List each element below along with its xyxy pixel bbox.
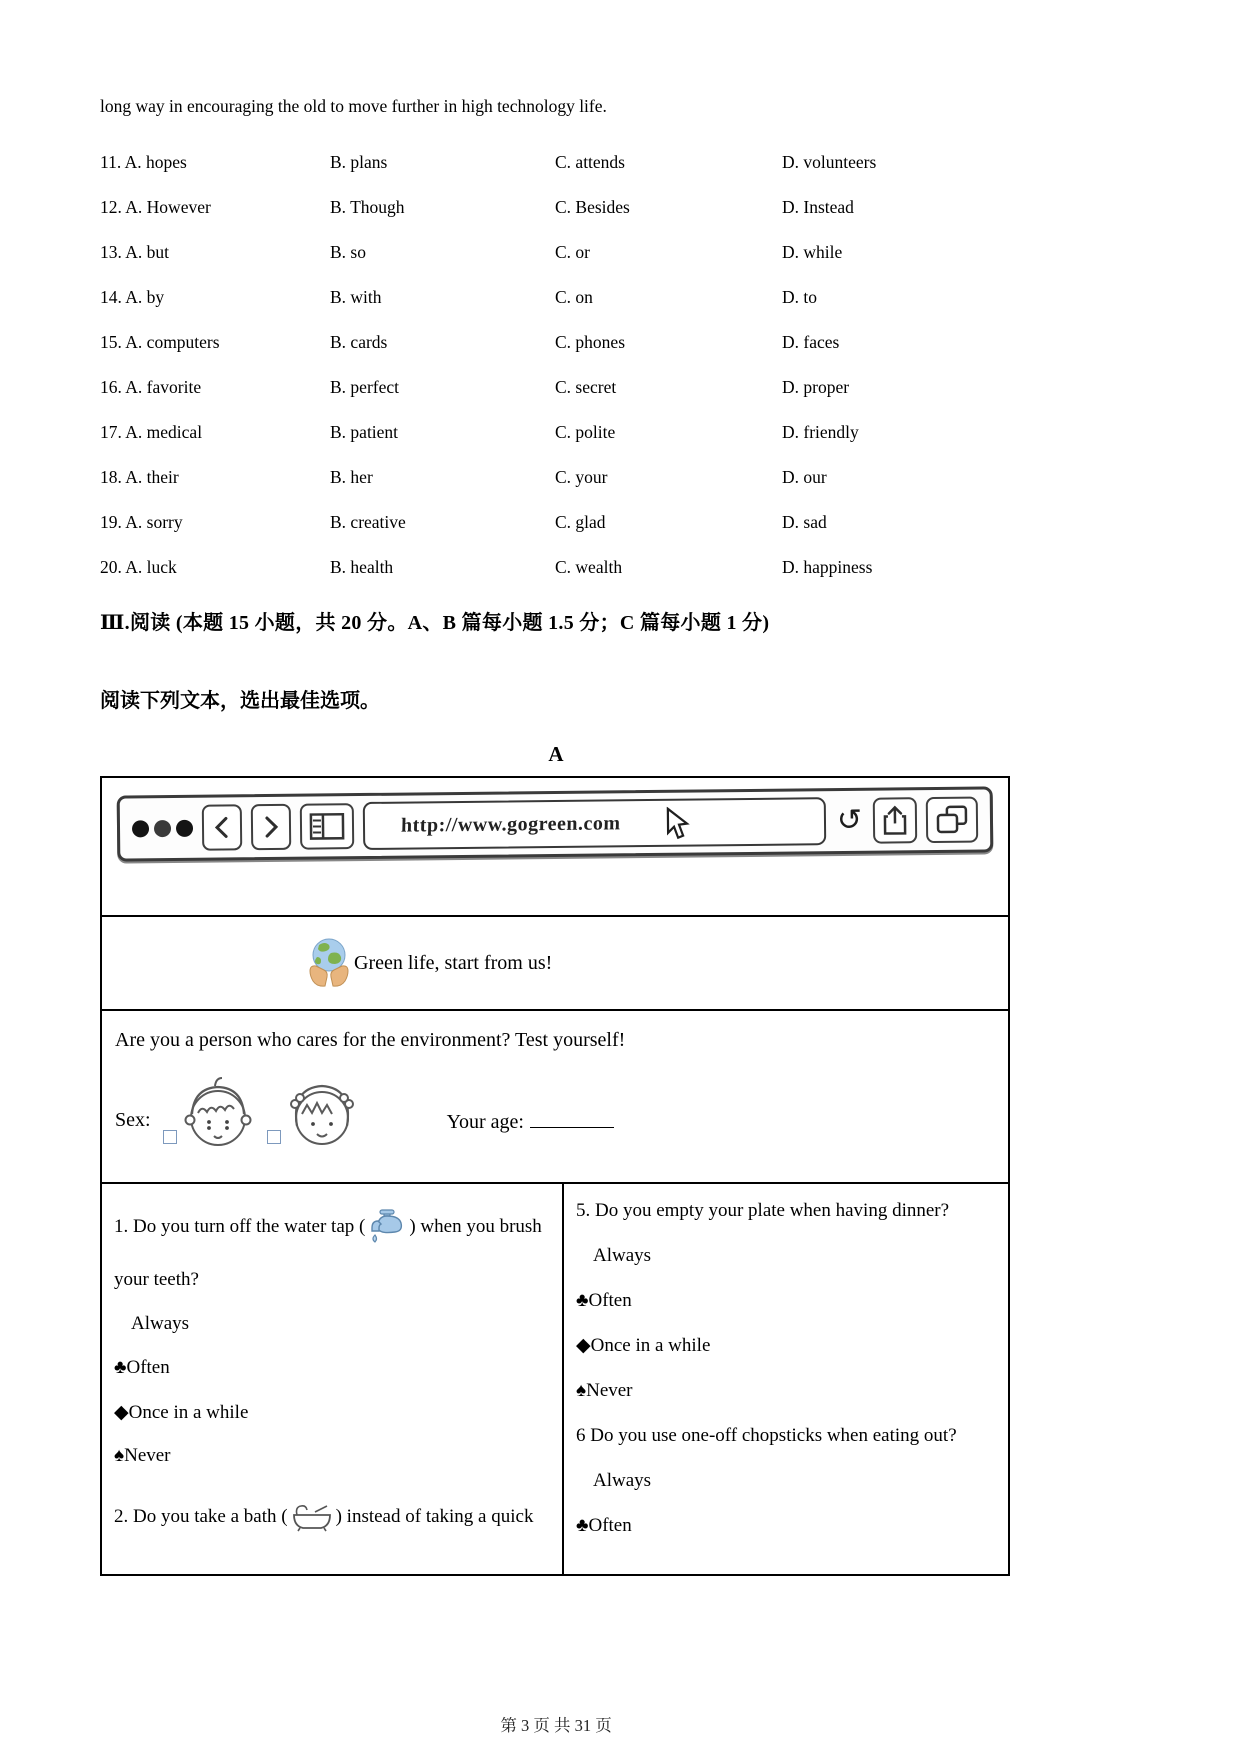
earth-in-hands-icon (307, 937, 351, 989)
survey-question-1 (114, 1196, 552, 1258)
option-b: B. with (330, 287, 382, 307)
option-c: C. or (555, 242, 590, 262)
cloze-options-grid (100, 140, 1012, 590)
sex-age-line (115, 1074, 995, 1152)
option-d: D. proper (782, 377, 850, 397)
cloze-row-11 (100, 140, 1012, 185)
option-a: 13. A. but (100, 242, 170, 262)
url-text: http://www.gogreen.com (400, 811, 621, 837)
option-b: B. cards (330, 332, 388, 352)
option-a: 15. A. computers (100, 332, 220, 352)
option-a: 20. A. luck (100, 557, 177, 577)
option-never: ♠Never (114, 1445, 171, 1466)
cloze-row-20 (100, 545, 1012, 590)
option-d: D. our (782, 467, 827, 487)
bathtub-icon (291, 1502, 333, 1532)
survey-right-column (562, 1184, 1008, 1574)
boy-checkbox (163, 1130, 177, 1144)
window-dot-icon (154, 820, 171, 837)
question-text-continued: your teeth? (114, 1269, 199, 1290)
reload-icon: ↺ (836, 802, 863, 839)
option-a: 19. A. sorry (100, 512, 183, 532)
option-c: C. polite (555, 422, 616, 442)
survey-intro-text: Are you a person who cares for the environment? Test yourself! (115, 1029, 626, 1051)
cloze-row-18 (100, 455, 1012, 500)
option-d: D. while (782, 242, 843, 262)
option-a: 16. A. favorite (100, 377, 202, 397)
option-b: B. plans (330, 152, 388, 172)
option-b: B. so (330, 242, 366, 262)
window-dots-icon (132, 819, 193, 837)
page-number-footer: 第 3 页 共 31 页 (500, 1716, 612, 1735)
cloze-row-17 (100, 410, 1012, 455)
girl-face-icon (285, 1074, 359, 1152)
age-blank-line (530, 1108, 614, 1128)
passage-continuation-text: long way in encouraging the old to move further in high technology life. (100, 96, 607, 116)
option-always: Always (131, 1313, 190, 1334)
question-text: 2. Do you take a bath ( (114, 1506, 288, 1527)
age-label: Your age: (446, 1111, 524, 1133)
option-c: C. wealth (555, 557, 623, 577)
option-a: 18. A. their (100, 467, 179, 487)
address-bar (363, 797, 826, 850)
banner-row (102, 917, 1008, 1011)
option-d: D. Instead (782, 197, 854, 217)
boy-face-icon (181, 1074, 255, 1152)
option-d: D. volunteers (782, 152, 877, 172)
survey-left-column (102, 1184, 562, 1574)
water-tap-icon (368, 1209, 406, 1245)
girl-checkbox (267, 1130, 281, 1144)
age-group (447, 1108, 614, 1134)
section-heading: Ⅲ.阅读 (本题 15 小题，共 20 分。A、B 篇每小题 1.5 分；C 篇每小题 1 分) (100, 612, 770, 634)
sidebar-icon (300, 803, 354, 850)
browser-toolbar (117, 786, 994, 861)
forward-button-icon (251, 804, 291, 850)
section-instruction: 阅读下列文本，选出最佳选项。 (100, 690, 380, 712)
option-d: D. sad (782, 512, 827, 532)
question-text: ) when you brush (409, 1216, 542, 1237)
option-d: D. faces (782, 332, 840, 352)
option-c: C. Besides (555, 197, 630, 217)
cloze-row-16 (100, 365, 1012, 410)
question-text: 1. Do you turn off the water tap ( (114, 1216, 366, 1237)
option-a: 11. A. hopes (100, 152, 187, 172)
survey-question-5: 5. Do you empty your plate when having dinner? (576, 1199, 950, 1221)
cloze-row-19 (100, 500, 1012, 545)
option-c: C. attends (555, 152, 625, 172)
sex-label: Sex: (115, 1109, 151, 1131)
browser-toolbar-row (102, 791, 1008, 917)
option-a: 17. A. medical (100, 422, 203, 442)
survey-question-6: 6 Do you use one-off chopsticks when eating out? (576, 1424, 957, 1446)
option-b: B. health (330, 557, 394, 577)
option-once-in-a-while: ◆Once in a while (576, 1335, 711, 1356)
profile-row (102, 1011, 1008, 1184)
share-icon (873, 797, 917, 843)
option-c: C. secret (555, 377, 617, 397)
option-d: D. happiness (782, 557, 873, 577)
webpage-figure (100, 776, 1010, 1576)
cloze-row-13 (100, 230, 1012, 275)
option-often: ♣Often (576, 1514, 632, 1536)
option-d: D. friendly (782, 422, 859, 442)
option-b: B. perfect (330, 377, 399, 397)
option-b: B. her (330, 467, 373, 487)
option-once-in-a-while: ◆Once in a while (114, 1401, 249, 1423)
tabs-icon (926, 797, 978, 844)
question-text: ) instead of taking a quick (335, 1506, 534, 1527)
option-c: C. your (555, 467, 608, 487)
option-often: ♣Often (576, 1289, 632, 1311)
option-c: C. on (555, 287, 593, 307)
survey-question-2 (114, 1492, 552, 1542)
option-c: C. phones (555, 332, 625, 352)
cloze-row-12 (100, 185, 1012, 230)
option-b: B. patient (330, 422, 399, 442)
survey-row (102, 1184, 1008, 1574)
option-d: D. to (782, 287, 817, 307)
option-a: 12. A. However (100, 197, 211, 217)
option-b: B. creative (330, 512, 406, 532)
mouse-cursor-icon (664, 807, 690, 841)
option-b: B. Though (330, 197, 405, 217)
banner-text: Green life, start from us! (354, 951, 553, 974)
window-dot-icon (132, 820, 149, 837)
window-dot-icon (176, 819, 193, 836)
passage-label-a: A (548, 742, 564, 766)
option-a: 14. A. by (100, 287, 165, 307)
cloze-row-15 (100, 320, 1012, 365)
option-c: C. glad (555, 512, 606, 532)
option-never: ♠Never (576, 1379, 633, 1401)
cloze-row-14 (100, 275, 1012, 320)
back-button-icon (202, 804, 242, 850)
option-often: ♣Often (114, 1357, 170, 1378)
option-always: Always (593, 1244, 652, 1266)
option-always: Always (593, 1469, 652, 1491)
